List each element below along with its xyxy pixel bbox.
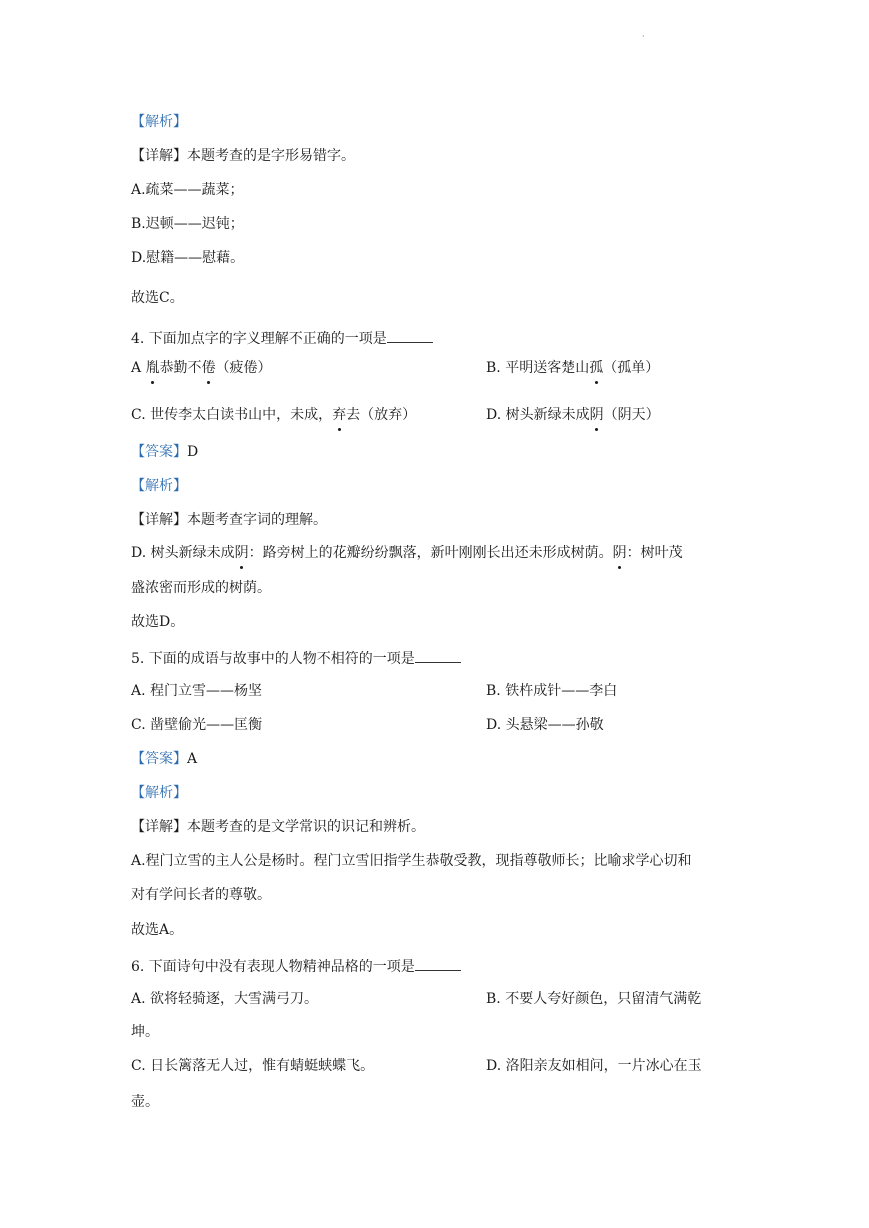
emphasized-char: 阴 <box>234 545 249 561</box>
option-text: C. 世传李太白读书山中，未成， <box>131 407 333 423</box>
page-mark: · <box>642 32 645 41</box>
detail-text: 【详解】本题考查的是字形易错字。 <box>131 148 355 164</box>
question-4-option-b <box>486 358 659 378</box>
question-6-option-b: B. 不要人夸好颜色，只留清气满乾 <box>486 991 702 1007</box>
explanation-line <box>131 543 683 563</box>
question-5-stem <box>131 648 461 669</box>
analysis-heading: 【解析】 <box>131 114 187 130</box>
answer-label: 【答案】 <box>131 751 187 767</box>
emphasized-char: 阴 <box>589 407 604 423</box>
emphasized-char: 弃 <box>332 407 347 423</box>
answer-value: D <box>187 444 199 460</box>
answer-blank <box>415 648 461 663</box>
question-6-stem <box>131 956 461 977</box>
question-4-stem <box>131 328 433 349</box>
explanation-line: 对有学问长者的尊敬。 <box>131 887 271 903</box>
option-text: D. 树头新绿未成 <box>486 407 590 423</box>
answer-blank <box>415 956 461 971</box>
answer-line <box>131 749 197 769</box>
question-6-option-d: D. 洛阳亲友如相问，一片冰心在玉 <box>486 1058 702 1074</box>
detail-text: 【详解】本题考查字词的理解。 <box>131 512 327 528</box>
answer-blank <box>387 328 433 343</box>
conclusion-text: 故选D。 <box>131 614 185 630</box>
option-text: B. 平明送客楚山 <box>486 360 590 376</box>
conclusion-text: 故选A。 <box>131 922 184 938</box>
question-6-option-a: A. 欲将轻骑逐，大雪满弓刀。 <box>131 991 319 1007</box>
option-text: 恭勤不 <box>159 360 202 376</box>
explanation-text: ：树叶茂 <box>626 545 683 561</box>
question-6-option-b-continued: 坤。 <box>131 1024 159 1040</box>
option-gloss: （疲倦） <box>215 360 272 376</box>
question-4-option-a <box>131 358 272 378</box>
question-stem-text: 4. 下面加点字的字义理解不正确的一项是 <box>131 331 387 347</box>
analysis-heading: 【解析】 <box>131 478 187 494</box>
option-gloss: （孤单） <box>603 360 660 376</box>
emphasized-char: 阴 <box>612 545 627 561</box>
question-5-option-b: B. 铁杵成针——李白 <box>486 683 618 699</box>
option-gloss: 去（放弃） <box>346 407 417 423</box>
emphasized-char: 孤 <box>589 360 604 376</box>
question-stem-text: 6. 下面诗句中没有表现人物精神品格的一项是 <box>131 959 415 975</box>
explanation-item: D.慰籍——慰藉。 <box>131 250 245 266</box>
detail-text: 【详解】本题考查的是文学常识的识记和辨析。 <box>131 819 425 835</box>
explanation-item: A.疏菜——蔬菜； <box>131 182 244 198</box>
explanation-text: ：路旁树上的花瓣纷纷飘落，新叶刚刚长出还未形成树荫。 <box>248 545 613 561</box>
emphasized-char: 倦 <box>201 360 216 376</box>
emphasized-char: 胤 <box>145 360 160 376</box>
question-6-option-d-continued: 壶。 <box>131 1094 159 1110</box>
question-stem-text: 5. 下面的成语与故事中的人物不相符的一项是 <box>131 651 415 667</box>
question-6-option-c: C. 日长篱落无人过，惟有蜻蜓蛱蝶飞。 <box>131 1058 375 1074</box>
explanation-text: D. 树头新绿未成 <box>131 545 235 561</box>
question-4-option-d <box>486 405 660 425</box>
explanation-line: 盛浓密而形成的树荫。 <box>131 580 271 596</box>
question-5-option-d: D. 头悬梁——孙敬 <box>486 717 604 733</box>
answer-label: 【答案】 <box>131 444 187 460</box>
question-5-option-a: A. 程门立雪——杨坚 <box>131 683 263 699</box>
question-5-option-c: C. 凿壁偷光——匡衡 <box>131 717 263 733</box>
option-prefix: A <box>131 360 146 376</box>
conclusion-text: 故选C。 <box>131 290 184 306</box>
explanation-item: B.迟顿——迟钝； <box>131 216 244 232</box>
option-gloss: （阴天） <box>603 407 660 423</box>
answer-value: A <box>187 751 198 767</box>
analysis-heading: 【解析】 <box>131 785 187 801</box>
answer-line <box>131 442 198 462</box>
explanation-line: A.程门立雪的主人公是杨时。程门立雪旧指学生恭敬受教，现指尊敬师长；比喻求学心切和 <box>131 853 692 869</box>
question-4-option-c <box>131 405 416 425</box>
